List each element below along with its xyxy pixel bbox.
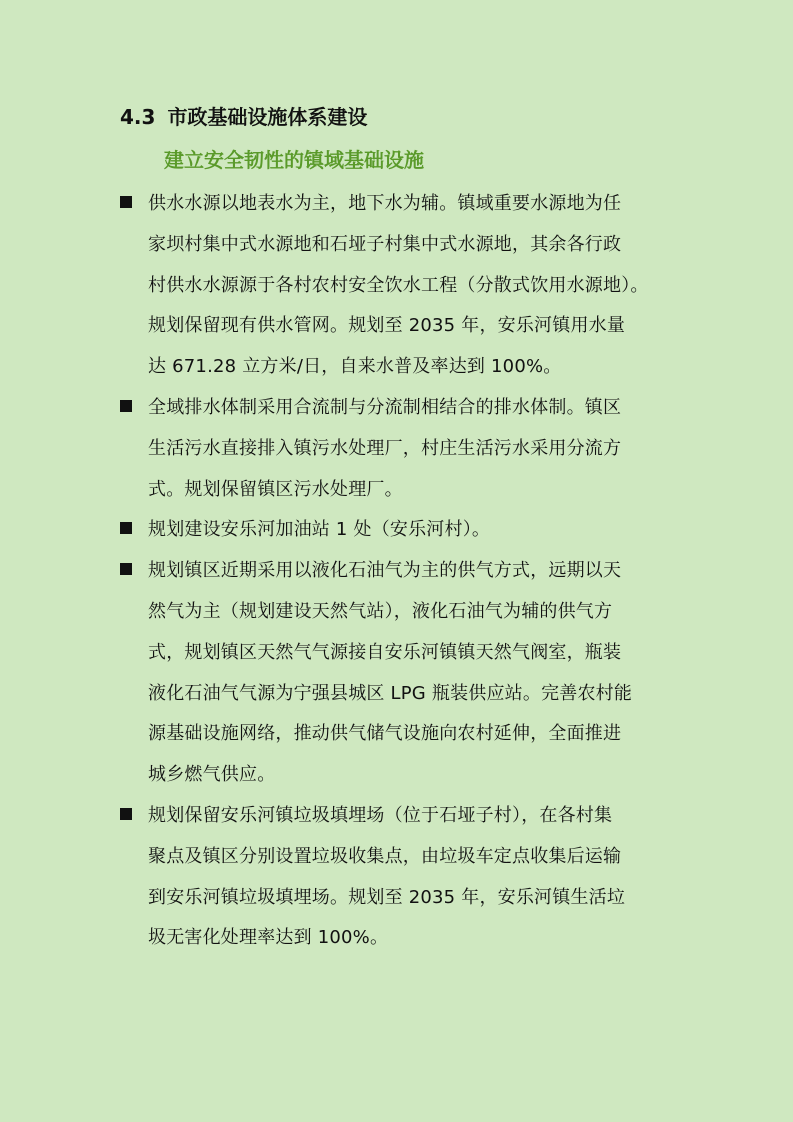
bullet-list (120, 184, 695, 959)
square-bullet-icon (120, 522, 132, 534)
list-item-text: 规划建设安乐河加油站 1 处（安乐河村）。 (148, 519, 491, 541)
square-bullet-icon (120, 196, 132, 208)
list-item (120, 551, 695, 796)
section-number: 4.3 (120, 105, 156, 129)
section-title: 市政基础设施体系建设 (167, 105, 368, 129)
list-item-text: 全域排水体制采用合流制与分流制相结合的排水体制。镇区 生活污水直接排入镇污水处理厂，村庄生活污水采用分流方 式。规划保留镇区污水处理厂。 (148, 396, 622, 500)
section-heading (120, 102, 367, 132)
list-item-text: 规划保留安乐河镇垃圾填埋场（位于石垭子村），在各村集 聚点及镇区分别设置垃圾收集点，由垃圾车定点收集后运输 到安乐河镇垃圾填埋场。规划至 2035 年，安乐河镇生活垃 圾无害化处理率达到 100%。 (148, 804, 626, 949)
list-item-text: 供水水源以地表水为主，地下水为辅。镇域重要水源地为任 家坝村集中式水源地和石垭子村集中式水源地，其余各行政 村供水水源源于各村农村安全饮水工程（分散式饮用水源地）。 规划保留现有供水管网。规划至 2035 年，安乐河镇用水量 达 671.28 立方米/日，自来水普及率达到 100%。 (148, 193, 649, 378)
list-item (120, 388, 695, 510)
square-bullet-icon (120, 808, 132, 820)
subsection-heading: 建立安全韧性的镇域基础设施 (164, 148, 424, 172)
list-item (120, 184, 695, 388)
square-bullet-icon (120, 563, 132, 575)
list-item (120, 510, 695, 551)
list-item (120, 796, 695, 959)
square-bullet-icon (120, 400, 132, 412)
list-item-text: 规划镇区近期采用以液化石油气为主的供气方式，远期以天 然气为主（规划建设天然气站），液化石油气为辅的供气方 式，规划镇区天然气气源接自安乐河镇镇天然气阀室，瓶装 液化石油气气源为宁强县城区 LPG 瓶装供应站。完善农村能 源基础设施网络，推动供气储气设施向农村延伸，全面推进 城乡燃气供应。 (148, 560, 633, 786)
